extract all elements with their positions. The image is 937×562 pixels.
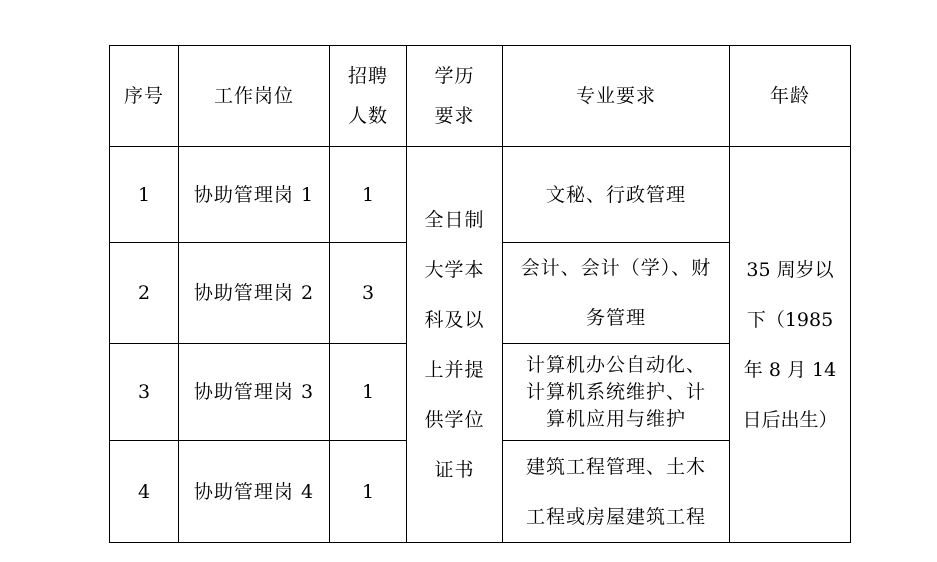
major-line: 文秘、行政管理: [545, 183, 686, 206]
age-line: 年 8 月 14: [743, 358, 837, 381]
header-count-line1: 招聘: [347, 65, 388, 87]
major-line: 务管理: [585, 307, 646, 329]
cell-count: 1: [330, 344, 407, 441]
cell-major: [503, 441, 730, 543]
header-age: 年龄: [730, 46, 851, 147]
header-count: [330, 46, 407, 147]
edu-line: 上并提: [424, 358, 485, 381]
cell-index: 2: [110, 243, 179, 344]
header-row: [110, 46, 851, 147]
header-major: 专业要求: [503, 46, 730, 147]
cell-index: 3: [110, 344, 179, 441]
cell-position: 协助管理岗 4: [179, 441, 330, 543]
age-line: 下（1985: [746, 308, 834, 331]
major-line: 计算机办公自动化、: [525, 353, 706, 376]
cell-major: [503, 344, 730, 441]
cell-count: 1: [330, 147, 407, 243]
cell-index: 4: [110, 441, 179, 543]
major-line: 算机应用与维护: [545, 407, 686, 430]
major-line: 工程或房屋建筑工程: [525, 505, 706, 528]
cell-age: [730, 147, 851, 543]
header-index: 序号: [110, 46, 179, 147]
age-line: 35 周岁以: [746, 258, 834, 281]
cell-education: [407, 147, 503, 543]
cell-major: [503, 147, 730, 243]
cell-position: 协助管理岗 3: [179, 344, 330, 441]
cell-major: [503, 243, 730, 344]
edu-line: 全日制: [424, 208, 485, 231]
table-row: [110, 147, 851, 243]
cell-count: 3: [330, 243, 407, 344]
major-line: 会计、会计（学）、财: [520, 257, 712, 279]
cell-position: 协助管理岗 2: [179, 243, 330, 344]
cell-index: 1: [110, 147, 179, 243]
header-edu-line1: 学历: [434, 65, 475, 87]
cell-count: 1: [330, 441, 407, 543]
edu-line: 证书: [434, 458, 475, 481]
age-line: 日后出生）: [742, 408, 838, 431]
cell-position: 协助管理岗 1: [179, 147, 330, 243]
recruitment-table: [109, 45, 851, 543]
header-count-line2: 人数: [347, 105, 388, 127]
edu-line: 大学本: [424, 258, 485, 281]
header-position: 工作岗位: [179, 46, 330, 147]
edu-line: 供学位: [424, 408, 485, 431]
major-line: 建筑工程管理、土木: [525, 455, 706, 478]
major-line: 计算机系统维护、计: [525, 380, 706, 403]
edu-line: 科及以: [424, 308, 485, 331]
header-education: [407, 46, 503, 147]
header-edu-line2: 要求: [434, 105, 475, 127]
